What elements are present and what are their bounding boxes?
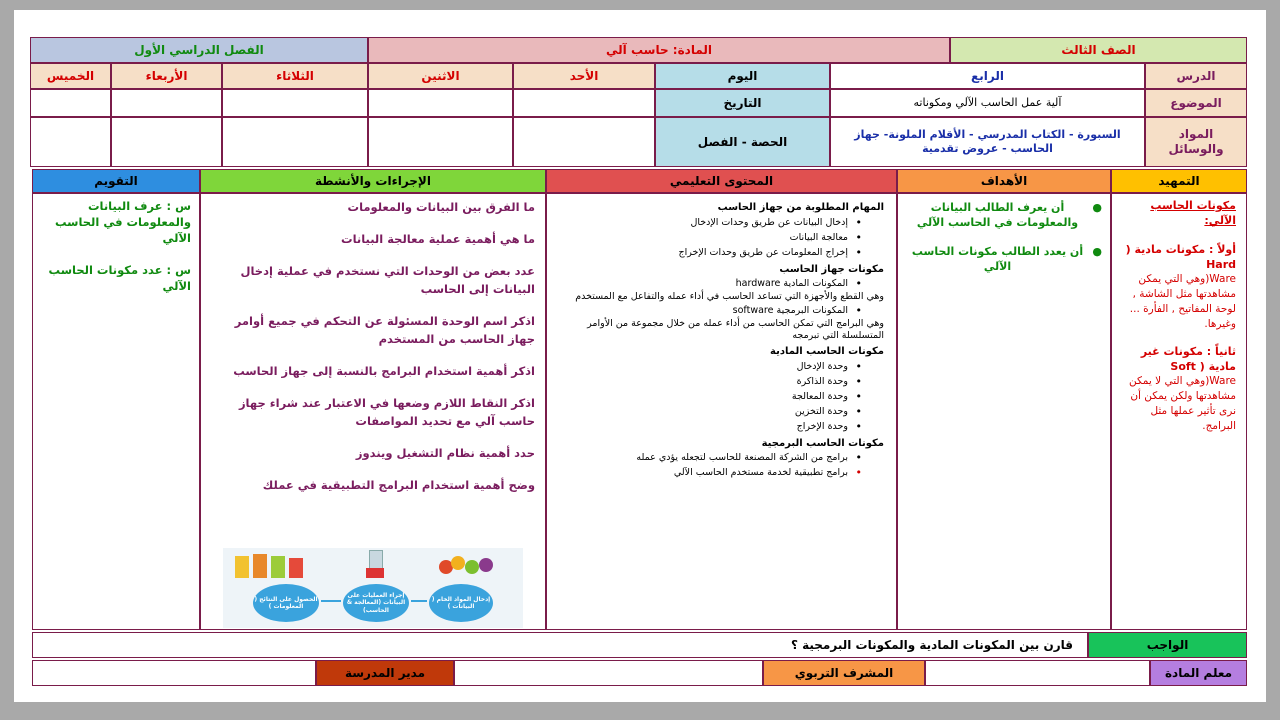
intro-content xyxy=(1112,194,1242,438)
procedures-column xyxy=(200,193,546,630)
intro-header-text: التمهيد xyxy=(1158,173,1200,188)
period-class-label xyxy=(655,117,830,167)
date-label-text: التاريخ xyxy=(723,95,762,110)
procedure-item: اذكر النقاط اللازم وضعها في الاعتبار عند شراء جهاز حاسب آلي مع تحديد المواصفات xyxy=(238,396,535,428)
evaluation-item: س : عدد مكونات الحاسب الآلي xyxy=(48,263,191,293)
day-tuesday-text: الثلاثاء xyxy=(276,68,314,83)
list-item: • وحدة التخزين xyxy=(564,404,862,419)
list-item: • المكونات المادية hardware xyxy=(564,276,862,291)
intro-hard-heading: أولاً : مكونات مادية ( Hard xyxy=(1125,243,1236,271)
day-thursday xyxy=(30,63,111,89)
date-sunday[interactable] xyxy=(513,89,655,117)
day-sunday xyxy=(513,63,655,89)
list-item: • وحدة الإخراج xyxy=(564,419,862,434)
intro-column xyxy=(1111,193,1247,630)
day-label-text: اليوم xyxy=(727,68,758,83)
content-software-list xyxy=(564,450,884,480)
topic-value xyxy=(830,89,1145,117)
diagram-process-bubble xyxy=(343,584,409,622)
list-item: • إخراج المعلومات عن طريق وحدات الإخراج xyxy=(564,245,862,260)
homework-label xyxy=(1088,632,1247,658)
day-thursday-text: الخميس xyxy=(46,68,95,83)
content-components-title: مكونات جهاز الحاسب xyxy=(779,263,884,275)
materials-label xyxy=(1145,117,1247,167)
goals-header xyxy=(897,169,1111,193)
fruit-image xyxy=(435,554,505,578)
date-label xyxy=(655,89,830,117)
list-item: • برامج تطبيقية لخدمة مستخدم الحاسب الآلي xyxy=(564,465,862,480)
principal-signature[interactable] xyxy=(32,660,316,686)
list-item: • معالجة البيانات xyxy=(564,230,862,245)
goals-header-text: الأهداف xyxy=(980,173,1028,188)
day-wednesday-text: الأربعاء xyxy=(145,68,188,83)
goals-column xyxy=(897,193,1111,630)
materials-value xyxy=(830,117,1145,167)
procedures-header xyxy=(200,169,546,193)
list-item: • برامج من الشركة المصنعة للحاسب لتجعله يؤدي عمله xyxy=(564,450,862,465)
goal-item-1 xyxy=(907,200,1102,230)
intro-header xyxy=(1111,169,1247,193)
list-item: • وحدة الإدخال xyxy=(564,359,862,374)
content-software-desc: وهي البرامج التي تمكن الحاسب من أداء عمله من خلال مجموعة من الأوامر المتسلسلة التي تبرمجه xyxy=(587,318,884,341)
content-hardware-desc: وهي القطع والأجهزة التي تساعد الحاسب في أداء عمله والتفاعل مع المستخدم xyxy=(575,291,884,302)
intro-soft-heading: ثانياً : مكونات غير مادية ( Soft xyxy=(1140,345,1236,373)
content-tasks-title: المهام المطلوبة من جهاز الحاسب xyxy=(717,202,884,213)
content-column xyxy=(546,193,897,630)
procedure-item: وضح أهمية استخدام البرامج التطبيقية في عملك xyxy=(262,478,535,492)
procedure-item: اذكر اسم الوحدة المسئولة عن التحكم في جميع أوامر جهاز الحاسب من المستخدم xyxy=(234,314,535,346)
procedures-list xyxy=(217,198,535,494)
intro-title: مكونات الحاسب الآلي: xyxy=(1150,199,1236,227)
date-monday[interactable] xyxy=(368,89,513,117)
day-tuesday xyxy=(222,63,368,89)
principal-label-text: مدير المدرسة xyxy=(344,665,426,680)
diagram-input-text: إدخال المواد الخام ( البيانات ) xyxy=(431,595,491,610)
diagram-output-text: الحصول على النتائج ( المعلومات ) xyxy=(254,595,318,610)
list-item: • وحدة المعالجة xyxy=(564,389,862,404)
list-item: • إدخال البيانات عن طريق وحدات الإدخال xyxy=(564,215,862,230)
content-components-list xyxy=(564,276,884,291)
period-sunday[interactable] xyxy=(513,117,655,167)
homework-label-text: الواجب xyxy=(1146,637,1189,652)
principal-label xyxy=(316,660,454,686)
lesson-label-text: الدرس xyxy=(1176,68,1216,83)
date-tuesday[interactable] xyxy=(222,89,368,117)
content-tasks-list xyxy=(564,215,884,260)
evaluation-header-text: التقويم xyxy=(94,173,138,188)
list-item: • المكونات البرمجية software xyxy=(564,303,862,318)
grade-cell xyxy=(950,37,1247,63)
evaluation-list xyxy=(41,198,191,294)
diagram-arrow-1 xyxy=(411,600,427,602)
juice-image xyxy=(233,552,305,578)
diagram-output-bubble xyxy=(253,584,319,622)
process-diagram xyxy=(223,548,523,628)
supervisor-label xyxy=(763,660,925,686)
date-wednesday[interactable] xyxy=(111,89,222,117)
goal-bullet-2: ● xyxy=(1092,245,1102,258)
day-monday xyxy=(368,63,513,89)
list-item: • وحدة الذاكرة xyxy=(564,374,862,389)
day-wednesday xyxy=(111,63,222,89)
procedure-item: اذكر أهمية استخدام البرامج بالنسبة إلى جهاز الحاسب xyxy=(233,364,535,378)
procedures-header-text: الإجراءات والأنشطة xyxy=(315,173,431,188)
evaluation-header xyxy=(32,169,200,193)
goal-item-2 xyxy=(907,244,1102,274)
homework-text: قارن بين المكونات المادية والمكونات البرمجية ؟ xyxy=(790,637,1073,652)
supervisor-signature[interactable] xyxy=(454,660,763,686)
subject-text: المادة: حاسب آلي xyxy=(606,42,712,57)
procedure-item: حدد أهمية نظام التشغيل ويندوز xyxy=(355,446,535,460)
intro-soft-body: Ware(وهي التي لا يمكن مشاهدتها ولكن يمكن أن نرى تأثير عملها مثل البرامج. xyxy=(1129,375,1236,432)
teacher-signature[interactable] xyxy=(925,660,1150,686)
semester-cell xyxy=(30,37,368,63)
procedure-item: عدد بعض من الوحدات التي نستخدم في عملية إدخال البيانات إلى الحاسب xyxy=(240,264,535,296)
topic-label xyxy=(1145,89,1247,117)
teacher-label-text: معلم المادة xyxy=(1164,665,1233,680)
lesson-value xyxy=(830,63,1145,89)
diagram-input-bubble xyxy=(429,584,493,622)
supervisor-label-text: المشرف التربوي xyxy=(794,665,894,680)
diagram-process-text: إجراء العمليات على البيانات (المعالجة & الحاسب) xyxy=(346,591,406,614)
evaluation-item: س : عرف البيانات والمعلومات في الحاسب الآلي xyxy=(54,199,191,245)
diagram-arrow-2 xyxy=(321,600,341,602)
content-components-list-2 xyxy=(564,303,884,318)
topic-label-text: الموضوع xyxy=(1170,95,1222,110)
content-software-title: مكونات الحاسب البرمجية xyxy=(761,437,884,449)
period-wednesday[interactable] xyxy=(111,117,222,167)
day-sunday-text: الأحد xyxy=(569,68,599,83)
materials-label-text: المواد والوسائل xyxy=(1168,127,1224,156)
period-monday[interactable] xyxy=(368,117,513,167)
lesson-label xyxy=(1145,63,1247,89)
topic-value-text: آلية عمل الحاسب الآلي ومكوناته xyxy=(913,96,1062,110)
date-thursday[interactable] xyxy=(30,89,111,117)
evaluation-column xyxy=(32,193,200,630)
subject-cell xyxy=(368,37,950,63)
procedure-item: ما الفرق بين البيانات والمعلومات xyxy=(347,200,535,214)
lesson-value-text: الرابع xyxy=(971,68,1004,83)
materials-value-text: السبورة - الكتاب المدرسي - الأقلام الملونة- جهاز الحاسب - عروض تقدمية xyxy=(854,128,1121,155)
day-monday-text: الاثنين xyxy=(421,68,460,83)
intro-hard-body: Ware(وهي التي يمكن مشاهدتها مثل الشاشة , لوحة المفاتيح , الفأرة ... وغيرها. xyxy=(1129,273,1236,330)
content-header xyxy=(546,169,897,193)
goal-text-2: أن يعدد الطالب مكونات الحاسب الآلي xyxy=(911,245,1084,273)
content-hardware-title: مكونات الحاسب المادية xyxy=(770,346,884,357)
goal-bullet-1: ● xyxy=(1092,201,1102,214)
teacher-label xyxy=(1150,660,1247,686)
period-thursday[interactable] xyxy=(30,117,111,167)
grade-text: الصف الثالث xyxy=(1061,42,1136,57)
blender-image xyxy=(363,550,387,580)
period-tuesday[interactable] xyxy=(222,117,368,167)
period-class-label-text: الحصة - الفصل xyxy=(697,134,788,149)
content-body xyxy=(564,202,884,480)
homework-value xyxy=(32,632,1088,658)
semester-text: الفصل الدراسي الأول xyxy=(134,42,264,57)
content-header-text: المحتوى التعليمي xyxy=(669,173,774,188)
goal-text-1: أن يعرف الطالب البيانات والمعلومات في الحاسب الآلي xyxy=(916,201,1079,229)
day-label xyxy=(655,63,830,89)
content-hardware-list xyxy=(564,359,884,434)
procedure-item: ما هي أهمية عملية معالجة البيانات xyxy=(341,232,535,246)
